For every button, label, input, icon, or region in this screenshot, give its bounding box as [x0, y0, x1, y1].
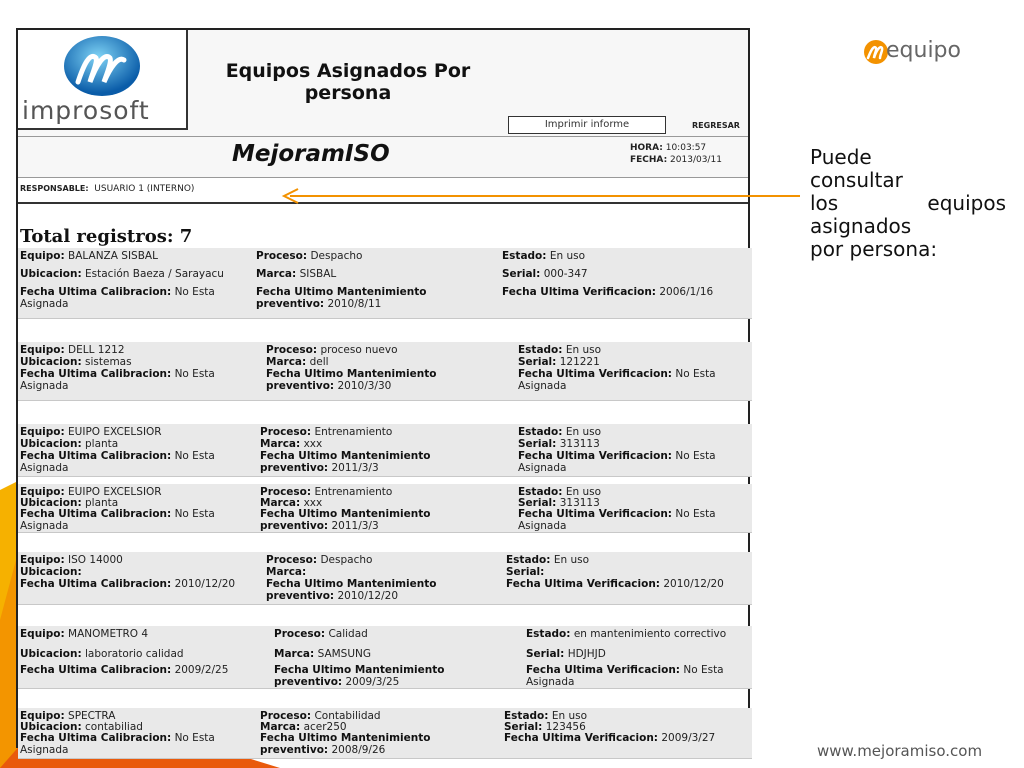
field-value: Despacho [310, 250, 363, 262]
field-label: Fecha Ultima Verificacion: [518, 368, 672, 380]
field-serial [518, 356, 748, 368]
field-label: Serial: [502, 268, 541, 280]
field-label: Fecha Ultimo Mantenimiento preventivo: [260, 450, 431, 474]
side-line-3b: equipos [927, 191, 1006, 215]
brand-row [18, 137, 748, 178]
field-label: Equipo: [20, 486, 65, 498]
field-value: Entrenamiento [314, 486, 393, 498]
time-value: 10:03:57 [665, 143, 707, 153]
field-marca [260, 438, 500, 450]
date-label: FECHA: [630, 155, 668, 165]
print-report-button[interactable]: Imprimir informe [508, 116, 666, 134]
improsoft-logo [18, 30, 188, 130]
field-label: Proceso: [256, 250, 308, 262]
app-name: MejoramISO [232, 141, 390, 167]
timestamp [630, 142, 722, 166]
field-value: 2010/3/30 [337, 380, 392, 392]
report-panel [16, 28, 750, 756]
field-label: Marca: [260, 721, 301, 733]
field-verif [502, 286, 732, 298]
field-value: No Esta Asignada [518, 508, 716, 532]
field-value: No Esta Asignada [20, 732, 215, 756]
field-cal [20, 664, 260, 676]
side-line-2: consultar [810, 168, 903, 192]
field-value: 121221 [559, 356, 600, 368]
field-value: xxx [303, 497, 323, 509]
record-row [18, 552, 752, 605]
field-marca [274, 648, 514, 660]
field-value: 123456 [545, 721, 586, 733]
field-proceso [266, 344, 506, 356]
field-cal [20, 732, 260, 756]
field-value: En uso [551, 710, 587, 722]
field-label: Marca: [256, 268, 297, 280]
field-label: Equipo: [20, 426, 65, 438]
field-marca [256, 268, 496, 280]
field-estado [518, 426, 748, 438]
field-label: Marca: [266, 356, 307, 368]
field-cal [20, 578, 260, 590]
field-ubicacion [20, 648, 260, 660]
field-value: 2011/3/3 [331, 520, 379, 532]
record-row [18, 626, 752, 689]
field-value: En uso [565, 486, 601, 498]
back-link[interactable]: REGRESAR [692, 121, 740, 130]
field-label: Fecha Ultimo Mantenimiento preventivo: [256, 286, 427, 310]
field-value: EUIPO EXCELSIOR [68, 426, 162, 438]
field-label: Fecha Ultima Calibracion: [20, 732, 172, 744]
field-value: 313113 [559, 497, 600, 509]
time-label: HORA: [630, 143, 663, 153]
field-verif [506, 578, 736, 590]
field-label: Proceso: [260, 710, 312, 722]
record-row [18, 484, 752, 533]
improsoft-m-icon [62, 34, 142, 98]
field-value: En uso [565, 344, 601, 356]
field-label: Fecha Ultima Verificacion: [502, 286, 656, 298]
field-label: Fecha Ultima Verificacion: [504, 732, 658, 744]
field-value: HDJHJD [567, 648, 606, 660]
field-cal [20, 286, 260, 310]
field-label: Fecha Ultimo Mantenimiento preventivo: [260, 508, 431, 532]
field-label: Fecha Ultimo Mantenimiento preventivo: [260, 732, 431, 756]
field-value: 2009/2/25 [174, 664, 229, 676]
field-value: dell [309, 356, 329, 368]
field-label: Ubicacion: [20, 356, 82, 368]
field-label: Estado: [518, 426, 563, 438]
field-value: laboratorio calidad [85, 648, 184, 660]
field-mant [266, 368, 506, 392]
field-equipo [20, 344, 260, 356]
report-header [18, 30, 748, 137]
field-label: Fecha Ultimo Mantenimiento preventivo: [266, 578, 437, 602]
field-label: Ubicacion: [20, 268, 82, 280]
field-label: Estado: [502, 250, 547, 262]
field-proceso [274, 628, 514, 640]
field-value: No Esta Asignada [20, 368, 215, 392]
field-marca [266, 566, 506, 578]
field-label: Proceso: [260, 486, 312, 498]
field-label: Estado: [518, 344, 563, 356]
improsoft-logo-text: improsoft [22, 96, 150, 125]
side-line-5: por persona: [810, 237, 938, 261]
field-mant [260, 450, 500, 474]
field-estado [526, 628, 756, 640]
field-proceso [266, 554, 506, 566]
field-label: Fecha Ultima Verificacion: [518, 450, 672, 462]
field-label: Marca: [266, 566, 307, 578]
field-value: sistemas [85, 356, 132, 368]
field-value: En uso [553, 554, 589, 566]
field-value: 000-347 [543, 268, 588, 280]
report-title: Equipos Asignados Por persona [225, 60, 471, 104]
field-ubicacion [20, 356, 260, 368]
field-estado [518, 344, 748, 356]
field-value: En uso [565, 426, 601, 438]
field-mant [266, 578, 506, 602]
field-value: contabiliad [85, 721, 143, 733]
field-label: Estado: [518, 486, 563, 498]
responsible-row [18, 178, 748, 204]
field-label: Fecha Ultima Calibracion: [20, 450, 172, 462]
field-value: SISBAL [299, 268, 337, 280]
field-value: Despacho [320, 554, 373, 566]
field-equipo [20, 250, 260, 262]
field-value: 2006/1/16 [659, 286, 714, 298]
field-label: Fecha Ultimo Mantenimiento preventivo: [266, 368, 437, 392]
field-value: acer250 [303, 721, 347, 733]
field-label: Equipo: [20, 710, 65, 722]
field-mant [274, 664, 514, 688]
field-label: Serial: [526, 648, 565, 660]
field-label: Fecha Ultima Verificacion: [526, 664, 680, 676]
field-verif [518, 508, 748, 532]
field-serial [526, 648, 756, 660]
field-estado [502, 250, 732, 262]
field-value: en mantenimiento correctivo [573, 628, 727, 640]
equipo-logo-text: equipo [886, 38, 961, 63]
field-value: BALANZA SISBAL [68, 250, 158, 262]
field-proceso [256, 250, 496, 262]
field-label: Proceso: [260, 426, 312, 438]
field-cal [20, 508, 260, 532]
field-label: Ubicacion: [20, 648, 82, 660]
field-value: planta [85, 438, 119, 450]
field-value: Estación Baeza / Sarayacu [85, 268, 224, 280]
field-label: Equipo: [20, 250, 65, 262]
record-row [18, 424, 752, 477]
field-label: Marca: [260, 438, 301, 450]
field-label: Ubicacion: [20, 438, 82, 450]
side-line-3a: los [810, 191, 839, 215]
field-label: Serial: [518, 356, 557, 368]
field-marca [266, 356, 506, 368]
field-equipo [20, 554, 260, 566]
field-label: Ubicacion: [20, 497, 82, 509]
field-equipo [20, 628, 260, 640]
field-cal [20, 450, 260, 474]
field-label: Marca: [274, 648, 315, 660]
field-label: Estado: [504, 710, 549, 722]
field-label: Fecha Ultimo Mantenimiento preventivo: [274, 664, 445, 688]
field-value: 2009/3/25 [345, 676, 400, 688]
field-label: Serial: [506, 566, 545, 578]
side-line-4: asignados [810, 214, 912, 238]
field-value: No Esta Asignada [518, 450, 716, 474]
field-ubicacion [20, 268, 260, 280]
field-value: planta [85, 497, 119, 509]
field-value: DELL 1212 [68, 344, 125, 356]
field-label: Equipo: [20, 554, 65, 566]
field-value: No Esta Asignada [518, 368, 716, 392]
field-ubicacion [20, 438, 260, 450]
field-label: Equipo: [20, 628, 65, 640]
field-label: Equipo: [20, 344, 65, 356]
field-label: Marca: [260, 497, 301, 509]
field-label: Fecha Ultima Calibracion: [20, 286, 172, 298]
field-label: Ubicacion: [20, 721, 82, 733]
field-serial [502, 268, 732, 280]
field-label: Serial: [504, 721, 543, 733]
field-value: En uso [549, 250, 585, 262]
field-cal [20, 368, 260, 392]
field-label: Estado: [506, 554, 551, 566]
field-value: Contabilidad [314, 710, 381, 722]
field-value: xxx [303, 438, 323, 450]
field-label: Proceso: [274, 628, 326, 640]
field-verif [504, 732, 734, 744]
field-label: Fecha Ultima Verificacion: [518, 508, 672, 520]
field-value: No Esta Asignada [20, 286, 215, 310]
field-value: EUIPO EXCELSIOR [68, 486, 162, 498]
field-value: 2010/12/20 [174, 578, 236, 590]
field-value: 2009/3/27 [661, 732, 716, 744]
field-label: Ubicacion: [20, 566, 82, 578]
field-value: Entrenamiento [314, 426, 393, 438]
responsible-label: RESPONSABLE: [20, 184, 89, 193]
record-row [18, 342, 752, 401]
total-records: Total registros: 7 [20, 226, 193, 247]
field-label: Estado: [526, 628, 571, 640]
record-row [18, 248, 752, 319]
field-serial [518, 438, 748, 450]
field-value: SPECTRA [68, 710, 116, 722]
field-label: Proceso: [266, 344, 318, 356]
field-verif [526, 664, 756, 688]
field-value: MANOMETRO 4 [68, 628, 149, 640]
side-caption [810, 146, 1006, 261]
field-value: 2010/12/20 [663, 578, 724, 590]
field-value: No Esta Asignada [526, 664, 724, 688]
record-row [18, 708, 752, 759]
field-label: Fecha Ultima Calibracion: [20, 578, 172, 590]
website-url: www.mejoramiso.com [817, 742, 983, 760]
responsible-value: USUARIO 1 (INTERNO) [94, 184, 195, 194]
field-mant [256, 286, 496, 310]
field-serial [506, 566, 736, 578]
field-value: 2010/12/20 [337, 590, 399, 602]
side-line-1: Puede [810, 145, 872, 169]
field-value: proceso nuevo [320, 344, 398, 356]
field-label: Serial: [518, 497, 557, 509]
field-value: 2011/3/3 [331, 462, 379, 474]
field-label: Fecha Ultima Calibracion: [20, 368, 172, 380]
field-label: Fecha Ultima Calibracion: [20, 664, 172, 676]
field-label: Proceso: [266, 554, 318, 566]
field-label: Fecha Ultima Verificacion: [506, 578, 660, 590]
field-verif [518, 368, 748, 392]
field-ubicacion [20, 566, 260, 578]
field-proceso [260, 426, 500, 438]
field-estado [506, 554, 736, 566]
field-label: Serial: [518, 438, 557, 450]
field-value: 2008/9/26 [331, 744, 386, 756]
field-value: No Esta Asignada [20, 508, 215, 532]
field-value: ISO 14000 [68, 554, 123, 566]
field-verif [518, 450, 748, 474]
field-value: 2010/8/11 [327, 298, 382, 310]
field-equipo [20, 426, 260, 438]
field-value: Calidad [328, 628, 368, 640]
field-label: Fecha Ultima Calibracion: [20, 508, 172, 520]
field-value: No Esta Asignada [20, 450, 215, 474]
field-mant [260, 732, 500, 756]
field-value: 313113 [559, 438, 600, 450]
date-value: 2013/03/11 [670, 155, 722, 165]
field-value: SAMSUNG [317, 648, 372, 660]
field-mant [260, 508, 500, 532]
